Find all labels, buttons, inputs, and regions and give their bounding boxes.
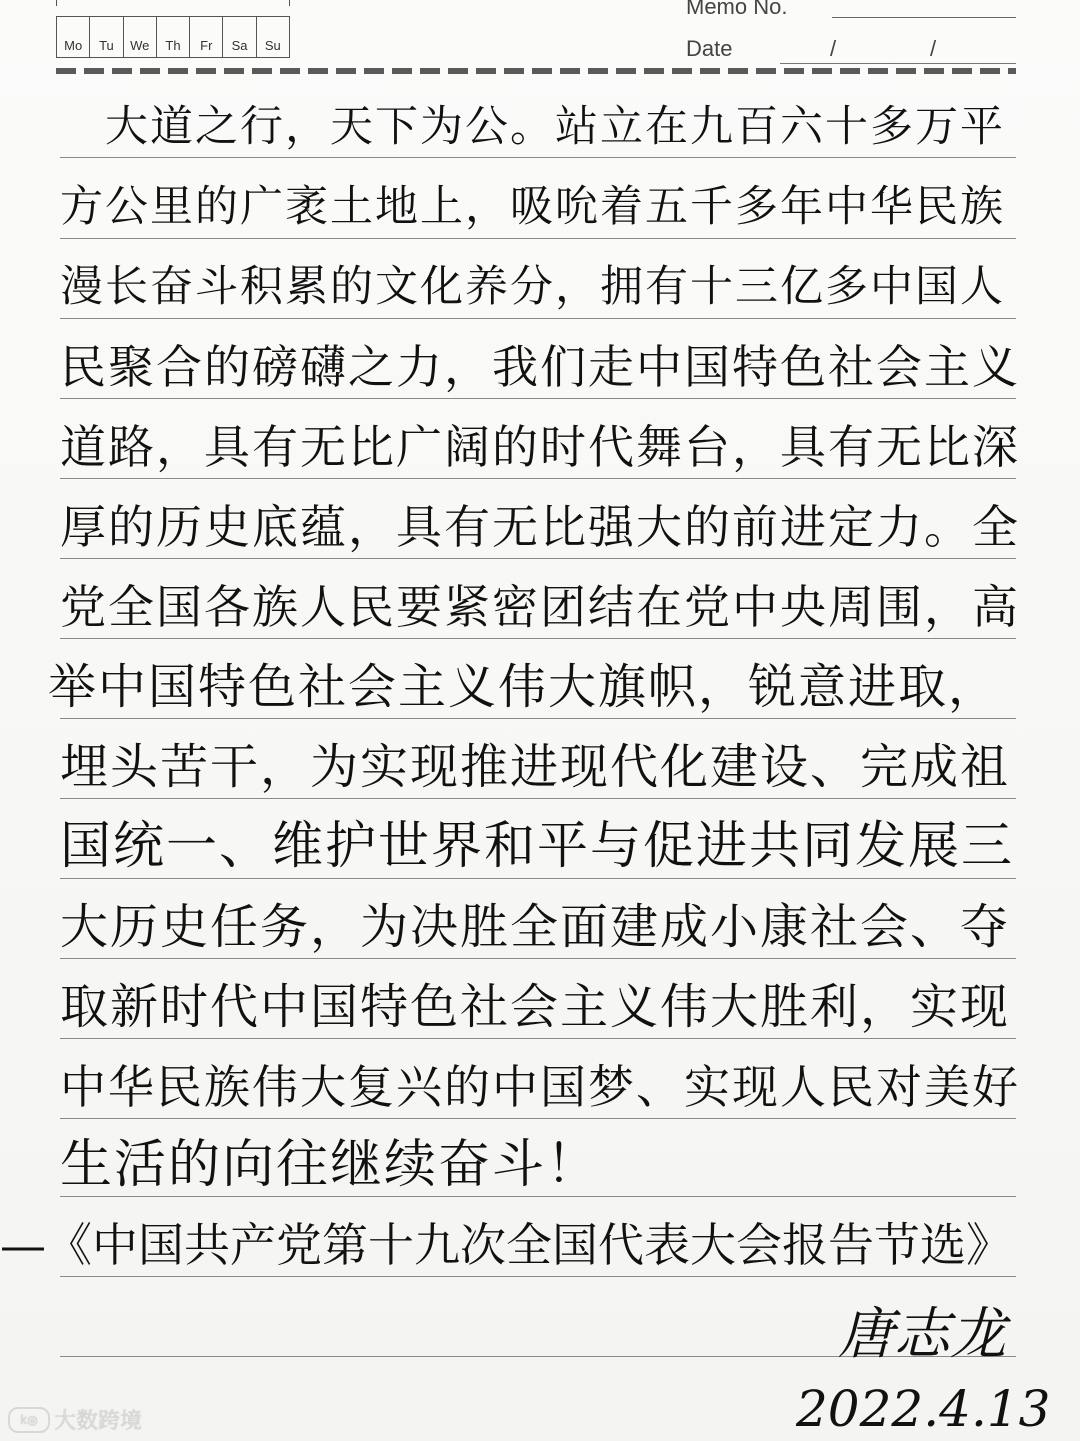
weekday-su: Su <box>264 38 281 53</box>
weekday-sa: Sa <box>223 17 256 57</box>
handwritten-line: 漫长奋斗积累的文化养分，拥有十三亿多中国人 <box>60 262 1005 312</box>
date-line <box>780 63 1016 64</box>
date-label: Date <box>686 36 733 61</box>
watermark-text: 大数跨境 <box>54 1409 143 1434</box>
weekday-selector <box>56 16 290 58</box>
weekday-we: We <box>124 17 157 57</box>
source-citation: —《中国共产党第十九次全国代表大会报告节选》 <box>0 1218 1012 1272</box>
weekday-fr: Fr <box>190 17 223 57</box>
weekday-mo: Mo <box>57 17 90 57</box>
memo-no-label: Memo No. <box>686 0 788 19</box>
handwritten-line: 中华民族伟大复兴的中国梦、实现人民对美好 <box>60 1060 1020 1114</box>
watermark <box>8 1404 142 1435</box>
handwritten-line: 大历史任务，为决胜全面建成小康社会、夺 <box>60 899 1011 955</box>
watermark-logo-icon: k◎ <box>8 1407 50 1433</box>
handwritten-line: 厚的历史底蕴，具有无比强大的前进定力。全 <box>60 500 1020 554</box>
date-slash-1: / <box>830 36 837 61</box>
signature-name: 唐志龙 <box>838 1302 1006 1367</box>
handwritten-line: 取新时代中国特色社会主义伟大胜利，实现 <box>60 979 1011 1035</box>
handwritten-line: 党全国各族人民要紧密团结在党中央周围，高 <box>60 580 1020 634</box>
weekday-th: Th <box>157 17 190 57</box>
date-slash-2: / <box>930 36 937 61</box>
weekday-box-top <box>56 0 290 6</box>
handwritten-line: 生活的向往继续奋斗！ <box>60 1135 601 1195</box>
handwritten-line: 大道之行，天下为公。站立在九百六十多万平 <box>60 102 1005 152</box>
handwritten-line: 国统一、维护世界和平与促进共同发展三 <box>60 817 1015 876</box>
handwritten-line: 方公里的广袤土地上，吸吮着五千多年中华民族 <box>60 182 1005 232</box>
weekday-tu: Tu <box>90 17 123 57</box>
handwritten-line: 埋头苦干，为实现推进现代化建设、完成祖 <box>60 739 1011 795</box>
handwritten-line: 举中国特色社会主义伟大旗帜，锐意进取， <box>48 659 999 715</box>
header-dashed-rule <box>56 68 1016 74</box>
handwritten-line: 道路，具有无比广阔的时代舞台，具有无比深 <box>60 420 1020 474</box>
handwritten-line: 民聚合的磅礴之力，我们走中国特色社会主义 <box>60 340 1020 394</box>
memo-no-line <box>832 17 1016 18</box>
signature-date: 2022.4.13 <box>796 1380 1051 1438</box>
